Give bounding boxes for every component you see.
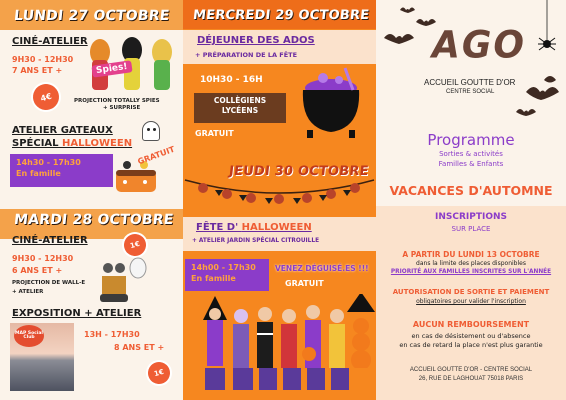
address-line2: 26, RUE DE LAGHOUAT 75018 PARIS	[418, 376, 524, 382]
thursday-party-title	[196, 222, 312, 233]
from-date: A PARTIR DU LUNDI 13 OCTOBRE	[402, 250, 540, 259]
party-title-fete: FÊTE D'	[196, 222, 242, 233]
refund-sub1: en cas de désistement ou d'absence	[411, 332, 531, 340]
monday-cake-who: En famille	[16, 169, 61, 179]
wednesday-lunch-time: 10H30 - 16H	[200, 75, 263, 85]
tuesday-cine-price-badge: 1€	[122, 232, 149, 259]
wednesday-banner: MERCREDI 29 OCTOBRE	[192, 8, 370, 23]
monday-cake-info-box	[10, 154, 113, 187]
logo-line2: CENTRE SOCIAL	[446, 89, 495, 95]
tuesday-cine-caption: PROJECTION DE WALL-E	[12, 280, 86, 286]
monday-cake-title: ATELIER GATEAUX	[12, 125, 113, 136]
monday-cine-caption: PROJECTION TOTALLY SPIES	[74, 98, 160, 104]
left-column	[0, 0, 183, 400]
tuesday-cine-title: CINÉ-ATELIER	[12, 235, 88, 246]
auth-sub: obligatoires pour valider l'inscription	[416, 298, 526, 305]
programme-sub2: Familles & Enfants	[438, 160, 504, 168]
programme-title: Programme	[427, 131, 515, 149]
logo-line1: ACCUEIL GOUTTE D'OR	[424, 78, 516, 87]
cake-title-special: SPÉCIAL	[12, 138, 63, 149]
wednesday-audience-box	[194, 93, 286, 123]
ago-logo: AGO	[432, 23, 527, 67]
monday-cake-title-line2	[12, 138, 132, 149]
priority-text: PRIORITÉ AUX FAMILLES INSCRITES SUR L'ANNÉE	[390, 269, 552, 275]
thursday-party-who: En famille	[191, 274, 236, 284]
tuesday-banner: MARDI 28 OCTOBRE	[13, 212, 175, 228]
wednesday-lunch-price: GRATUIT	[195, 129, 234, 138]
tuesday-cine-time: 9H30 - 12H30	[12, 254, 74, 263]
costumed-kids-illustration	[197, 294, 375, 400]
tuesday-expo-time: 13H - 17H30	[84, 330, 140, 339]
wall-e-illustration	[96, 254, 152, 304]
totally-spies-logo: Spies!	[91, 60, 132, 77]
refund-title: AUCUN REMBOURSEMENT	[412, 320, 530, 329]
pumpkin-garland	[183, 176, 376, 214]
inscriptions-title: INSCRIPTIONS	[435, 212, 507, 222]
monday-cine-time: 9H30 - 12H30	[12, 55, 74, 64]
cauldron-illustration	[293, 66, 369, 142]
monday-cine-caption2: + SURPRISE	[103, 105, 141, 111]
auth-title: AUTORISATION DE SORTIE ET PAIEMENT	[392, 288, 550, 296]
expo-photo-label: MAP Social Club	[14, 325, 44, 347]
ghost-icon	[142, 121, 160, 141]
expo-photo	[10, 323, 74, 391]
limit-text: dans la limite des places disponibles	[416, 260, 526, 267]
thursday-party-time: 14h00 - 17h30	[191, 263, 256, 272]
thursday-costume: VENEZ DÉGUISÉ.ES !!!	[275, 264, 369, 273]
tuesday-expo-age: 8 ANS ET +	[114, 343, 165, 352]
thursday-info-box	[185, 259, 269, 291]
wednesday-lunch-title: DÉJEUNER DES ADOS	[197, 35, 315, 46]
tuesday-expo-title: EXPOSITION + ATELIER	[12, 308, 142, 319]
party-title-halloween: HALLOWEEN	[241, 222, 312, 233]
monday-banner: LUNDI 27 OCTOBRE	[13, 8, 171, 24]
monday-cine-age: 7 ANS ET +	[12, 66, 63, 75]
thursday-banner: JEUDI 30 OCTOBRE	[228, 164, 370, 179]
inscriptions-sur-place: SUR PLACE	[451, 225, 491, 233]
right-column	[376, 0, 566, 400]
middle-column	[183, 0, 376, 400]
tuesday-cine-age: 6 ANS ET +	[12, 266, 63, 275]
monday-cine-price-badge: 4€	[30, 81, 62, 113]
thursday-party-price: GRATUIT	[285, 279, 324, 288]
thursday-party-sub: + ATELIER JARDIN SPÉCIAL CITROUILLE	[192, 238, 320, 244]
tuesday-cine-caption2: + ATELIER	[12, 289, 44, 295]
wednesday-lunch-sub: + PRÉPARATION DE LA FÊTE	[195, 51, 298, 59]
programme-sub1: Sorties & activités	[439, 150, 503, 158]
vacances-title: VACANCES D'AUTOMNE	[389, 183, 553, 198]
monday-cake-time: 14h30 - 17h30	[16, 158, 81, 167]
wednesday-audience-1: COLLÈGIENS	[213, 96, 267, 105]
address-line1: ACCUEIL GOUTTE D'OR - CENTRE SOCIAL	[409, 367, 533, 373]
cake-title-halloween: HALLOWEEN	[62, 138, 133, 149]
refund-sub2: en cas de retard la place n'est plus garantie	[399, 341, 543, 349]
monday-cake-price: GRATUIT	[136, 144, 176, 167]
wednesday-audience-2: LYCÉENS	[221, 106, 259, 116]
tuesday-expo-price-badge: 1€	[146, 360, 173, 387]
monday-cine-title: CINÉ-ATELIER	[12, 36, 88, 47]
